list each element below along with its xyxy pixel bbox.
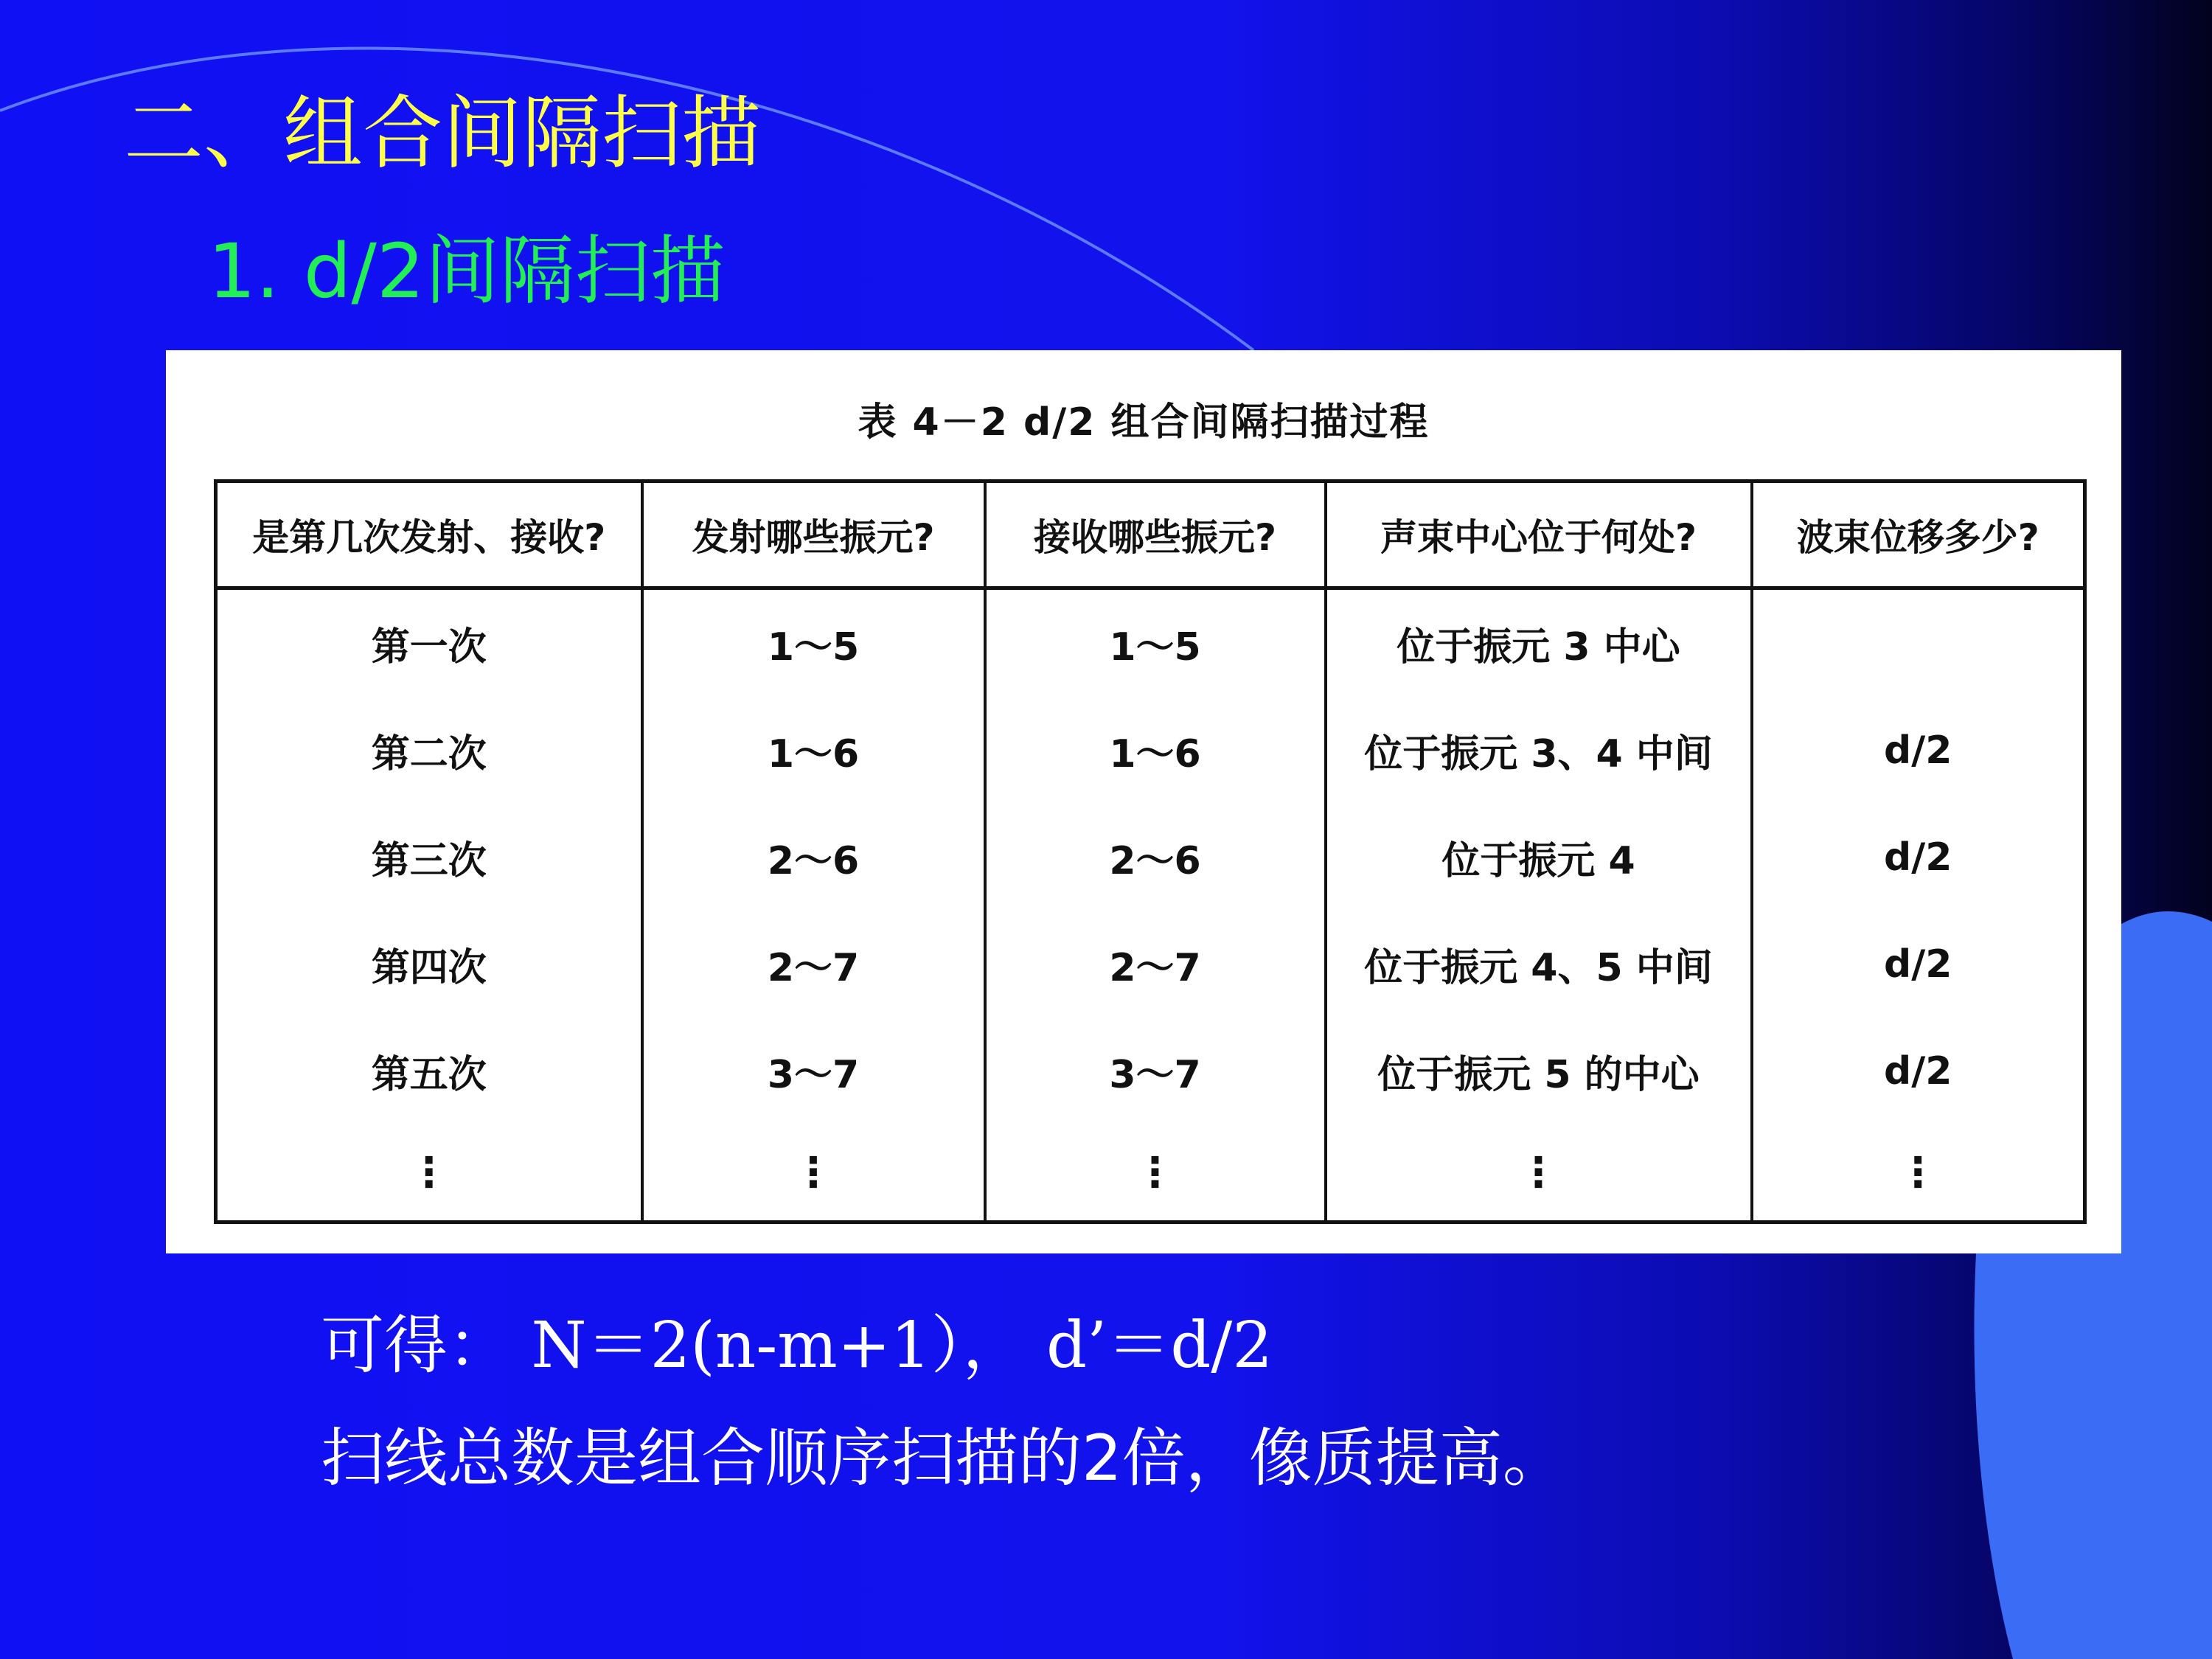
table-row (216, 804, 2085, 911)
cell-receive-elements: 3～7 (985, 1018, 1326, 1124)
header-beam-center: 声束中心位于何处? (1326, 481, 1752, 588)
cell-beam-shift: d/2 (1752, 697, 2085, 804)
header-receive-elements: 接收哪些振元? (985, 481, 1326, 588)
result-formula: 可得： N＝2(n-m+1）， d’＝d/2 (321, 1309, 1273, 1382)
cell-receive-elements: 2～6 (985, 804, 1326, 911)
cell-beam-center: 位于振元 5 的中心 (1326, 1018, 1752, 1124)
table-image-panel (166, 350, 2121, 1253)
cell-beam-center: 位于振元 3、4 中间 (1326, 697, 1752, 804)
cell-beam-center: 位于振元 3 中心 (1326, 588, 1752, 698)
table-row-ellipsis (216, 1124, 2085, 1222)
cell-transmit-elements: 1～6 (642, 697, 985, 804)
cell-transmit-elements: 2～7 (642, 911, 985, 1018)
cell-beam-shift: d/2 (1752, 804, 2085, 911)
table-caption: 表 4－2 d/2 组合间隔扫描过程 (858, 400, 1430, 445)
cell-transmit-elements: 3～7 (642, 1018, 985, 1124)
table-row (216, 911, 2085, 1018)
cell-transmit-elements: 1～5 (642, 588, 985, 698)
cell-beam-shift (1752, 588, 2085, 698)
cell-receive-elements: 2～7 (985, 911, 1326, 1018)
cell-transmit-elements: 2～6 (642, 804, 985, 911)
cell-ellipsis: ⋮ (216, 1124, 642, 1222)
result-note: 扫线总数是组合顺序扫描的2倍，像质提高。 (321, 1422, 1566, 1495)
header-beam-shift: 波束位移多少? (1752, 481, 2085, 588)
slide-subtitle: 1. d/2间隔扫描 (208, 228, 726, 316)
cell-ellipsis: ⋮ (1752, 1124, 2085, 1222)
table-header-row (216, 481, 2085, 588)
cell-beam-shift: d/2 (1752, 911, 2085, 1018)
cell-ellipsis: ⋮ (642, 1124, 985, 1222)
table-row (216, 588, 2085, 698)
cell-receive-elements: 1～6 (985, 697, 1326, 804)
cell-beam-center: 位于振元 4 (1326, 804, 1752, 911)
slide-title: 二、组合间隔扫描 (124, 88, 762, 180)
cell-emission-count: 第五次 (216, 1018, 642, 1124)
table-row (216, 697, 2085, 804)
cell-emission-count: 第四次 (216, 911, 642, 1018)
scan-process-table (214, 479, 2087, 1224)
header-emission-count: 是第几次发射、接收? (216, 481, 642, 588)
cell-ellipsis: ⋮ (985, 1124, 1326, 1222)
cell-receive-elements: 1～5 (985, 588, 1326, 698)
cell-emission-count: 第一次 (216, 588, 642, 698)
header-transmit-elements: 发射哪些振元? (642, 481, 985, 588)
cell-emission-count: 第三次 (216, 804, 642, 911)
cell-beam-center: 位于振元 4、5 中间 (1326, 911, 1752, 1018)
cell-ellipsis: ⋮ (1326, 1124, 1752, 1222)
cell-emission-count: 第二次 (216, 697, 642, 804)
table-row (216, 1018, 2085, 1124)
cell-beam-shift: d/2 (1752, 1018, 2085, 1124)
